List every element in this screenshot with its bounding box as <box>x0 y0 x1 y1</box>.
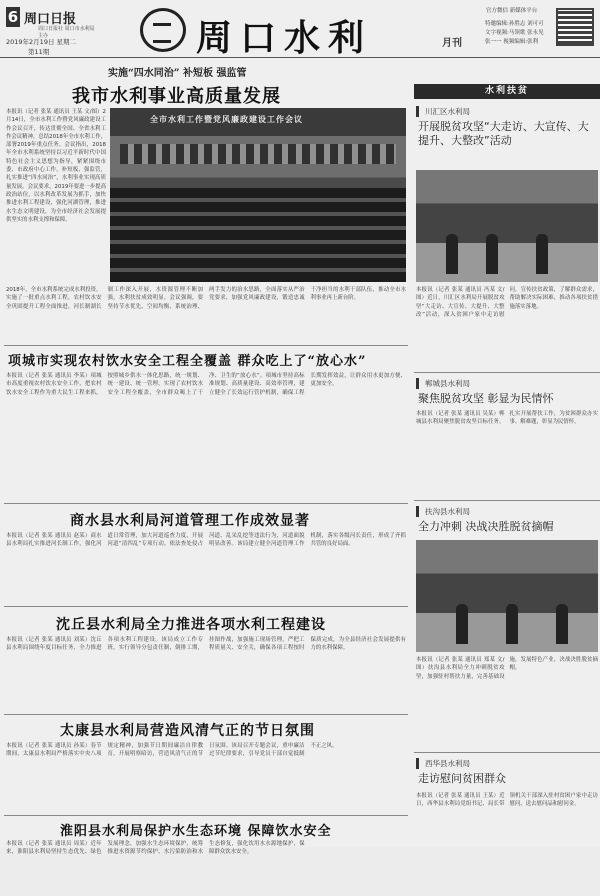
divider <box>4 503 408 504</box>
section-title: 水利扶贫 <box>484 86 529 96</box>
photo-person <box>486 234 498 274</box>
headline-chuanhui: 开展脱贫攻坚“大走访、大宣传、大提升、大整改”活动 <box>418 120 589 147</box>
lead-headline: 我市水利事业高质量发展 <box>72 86 281 107</box>
qr-label: 官方微信 新媒体平台 <box>486 8 538 14</box>
page-subtitle: 月刊 <box>442 38 462 49</box>
water-logo-icon <box>140 8 186 52</box>
photo-person <box>456 604 468 644</box>
divider <box>414 372 600 373</box>
paper-name: 周口日报 <box>24 12 77 27</box>
issue-number: 第11期 <box>28 48 50 56</box>
page-title: 周口水利 <box>196 17 373 59</box>
photo-audience <box>110 188 406 282</box>
section-band <box>414 84 600 99</box>
photo-person <box>536 234 548 274</box>
meeting-photo <box>110 108 406 282</box>
headline-xiangcheng: 项城市实现农村饮水安全工程全覆盖 群众吃上了“放心水” <box>8 354 367 369</box>
headline-xihua: 走访慰问贫困群众 <box>418 772 506 785</box>
divider <box>4 714 408 715</box>
divider <box>414 752 600 753</box>
photo-people <box>120 144 396 164</box>
headline-shangshui: 商水县水利局河道管理工作成效显著 <box>70 513 310 529</box>
headline-dancheng: 聚焦脱贫攻坚 彰显为民情怀 <box>418 392 554 405</box>
divider <box>4 345 408 346</box>
story-taikang: 本报讯（记者 张某 通讯员 孙某）春节期间，太康县水利局严格落实中央八项规定精神，加强节日期间廉洁自律教育，开展明察暗访，营造风清气正的节日氛围。该局召开专题会议，重申廉洁过节纪律要求，引导党员干部自觉抵制不正之风。 <box>6 743 338 758</box>
story-huaiyang: 本报讯（记者 张某 通讯员 周某）近年来，淮阳县水利局坚持生态优先、绿色发展理念，加强水生态环境保护，统筹推进水资源节约保护、水污染防治和水生态修复，强化饮用水水源地保护，保障群众饮水安全。 <box>6 841 305 856</box>
unit-chuanhui: 川汇区水利局 <box>416 106 470 117</box>
editor-credits: 特邀编辑:孙胜志 刘可可 文字视频:马领歌 张永见 张一一 视频编辑:张利 <box>485 21 544 45</box>
issue-date: 2019年2月19日 星期二 <box>6 38 77 46</box>
right-column <box>414 60 600 847</box>
masthead <box>0 0 600 58</box>
story-xihua: 本报讯（记者 张某 通讯员 王某）近日，西华县水利局党组书记、局长带领机关干部深入驻村贫困户家中走访慰问，送去慰问品和慰问金。 <box>416 793 598 808</box>
unit-xihua: 西华县水利局 <box>416 758 470 769</box>
qr-code-icon[interactable] <box>556 8 594 46</box>
headline-shenqiu: 沈丘县水利局全力推进各项水利工程建设 <box>56 617 326 633</box>
lead-kicker: 实施“四水同治” 补短板 强监管 <box>108 68 247 79</box>
story-shangshui: 本报讯（记者 张某 通讯员 赵某）商水县水利局扎实推进河长制工作，强化河道日常管理，加大河道巡查力度，开展河道“清四乱”专项行动，依法查处侵占河道、乱采乱挖等违法行为，河道面貌明显改善。该局建立健全河道管理工作机制，落实各级河长责任，形成了齐抓共管的良好局面。 <box>6 533 406 548</box>
story-shenqiu: 本报讯（记者 张某 通讯员 刘某）沈丘县水利局围绕年度目标任务，全力推进各项水利工程建设。该局成立工作专班，实行领导分包责任制，倒排工期，挂图作战，加强施工现场管理，严把工程质量关、安全关，确保各项工程按时保质完成，为全县经济社会发展提供有力的水利保障。 <box>6 637 406 652</box>
headline-huaiyang: 淮阳县水利局保护水生态环境 保障饮水安全 <box>60 824 332 839</box>
photo-banner: 全市水利工作暨党风廉政建设工作会议 <box>150 115 303 124</box>
photo-person <box>446 234 458 274</box>
fugou-photo <box>416 540 598 652</box>
poverty-visit-photo <box>416 170 598 282</box>
divider <box>4 815 408 816</box>
story-dancheng: 本报讯（记者 张某 通讯员 吴某）郸城县水利局聚焦脱贫攻坚目标任务，扎实开展帮扶工作，为贫困群众办实事、解难题，彰显为民情怀。 <box>416 411 598 426</box>
headline-taikang: 太康县水利局营造风清气正的节日氛围 <box>60 723 315 739</box>
left-column <box>0 60 410 856</box>
unit-dancheng: 郸城县水利局 <box>416 378 470 389</box>
lead-story-text: 本报讯（记者 张某 通讯员 王某 文/图）2月14日，全市水利工作暨党风廉政建设工作会议召开，传达贯彻全国、全省水利工作会议精神，总结2018年全市水利工作，部署2019年重点任务。会议指出，2018年全市水利系统坚持以习近平新时代中国特色社会主义思想为指导，紧紧围绕市委、市政府中心工作，补短板、强监管，扎实推进“四水同治”，水利事业实现高质量发展。会议要求，2019年要进一步提高政治站位，以水利改革发展为抓手，加快推进水利工程建设，强化河湖管理，推进水生态文明建设，为全市经济社会发展提供坚实的水利支撑和保障。 <box>6 109 106 223</box>
divider <box>414 500 600 501</box>
unit-fugou: 扶沟县水利局 <box>416 506 470 517</box>
divider <box>4 606 408 607</box>
story-fugou: 本报讯（记者 张某 通讯员 郑某 文/图）扶沟县水利局全力冲刺脱贫攻坚，加强驻村帮扶力量，完善基础设施，发展特色产业，决战决胜脱贫摘帽。 <box>416 657 598 680</box>
lead-story-continued: 2018年，全市水利系统完成水利投资，实施了一批重点水利工程，农村饮水安全巩固提升工程全面推进，河长制湖长制工作深入开展，水资源管理不断加强，水利扶贫成效明显。会议强调，要坚持节水优先、空间均衡、系统治理、两手发力的治水思路，全面落实从严治党要求，加强党风廉政建设，锻造忠诚干净担当的水利干部队伍，推动全市水利事业再上新台阶。 <box>6 287 406 310</box>
page-number: 6 <box>7 8 19 26</box>
story-xiangcheng: 本报讯（记者 张某 通讯员 李某）项城市高度重视农村饮水安全工作，把农村饮水安全工程作为重大民生工程来抓，按照城乡供水一体化思路，统一规划、统一建设、统一管理，实现了农村饮水安全工程全覆盖，全市群众喝上了干净、卫生的“放心水”。项城市坚持高标准规划、高质量建设、高效率管理，建立健全了长效运行管护机制，确保工程长期发挥效益，让群众用水更加方便、更加安全。 <box>6 373 406 396</box>
photo-person <box>506 604 518 644</box>
headline-fugou: 全力冲刺 决战决胜脱贫摘帽 <box>418 520 554 533</box>
photo-person <box>556 604 568 644</box>
story-chuanhui: 本报讯（记者 张某 通讯员 冯某 文/图）近日，川汇区水利局开展脱贫攻坚“大走访、大宣传、大提升、大整改”活动，深入贫困户家中走访慰问，宣传扶贫政策，了解群众需求，帮助解决实际困难，推动各项扶贫措施落实落地。 <box>416 287 598 318</box>
publisher-note: 周口日报社 周口市水利局 主办 <box>38 26 95 39</box>
